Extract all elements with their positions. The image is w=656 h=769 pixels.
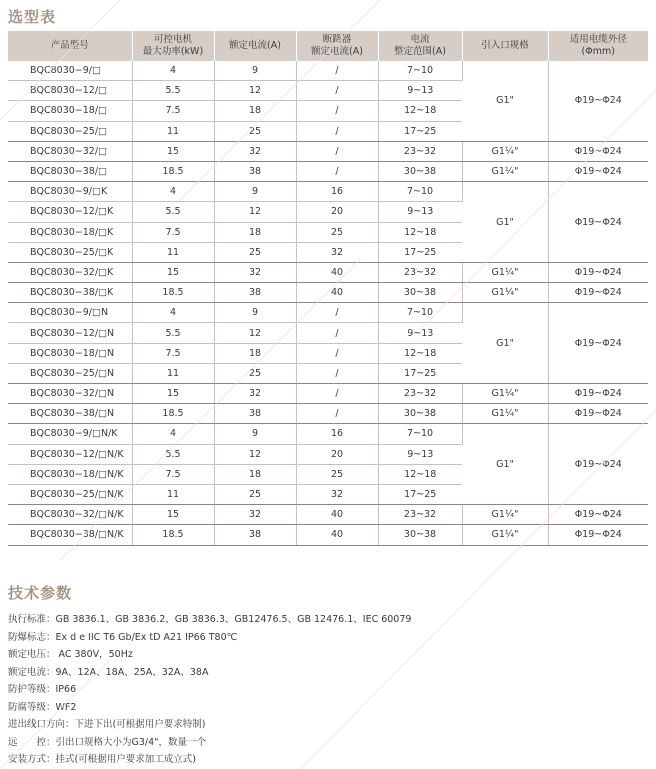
model-cell: BQC8030−12/□K [8,202,132,222]
value-cell: 18 [214,343,296,363]
value-cell: 7.5 [132,464,214,484]
value-cell: 9~13 [378,323,462,343]
value-cell: 32 [214,141,296,161]
selection-table [8,31,648,546]
value-cell: 12 [214,323,296,343]
value-cell: 18 [214,222,296,242]
model-cell: BQC8030−12/□N [8,323,132,343]
value-cell: 15 [132,384,214,404]
tech-params-list [8,611,411,769]
model-cell: BQC8030−9/□N [8,303,132,323]
value-cell: 23~32 [378,505,462,525]
param-line: 额定电流：9A、12A、18A、25A、32A、38A [8,666,209,678]
value-cell: 38 [214,283,296,303]
value-cell: 20 [296,202,378,222]
value-cell: 7.5 [132,343,214,363]
param-line: 防爆标志：Ex d e IIC T6 Gb/Ex tD A21 IP66 T80℃ [8,631,238,643]
value-cell: 7~10 [378,182,462,202]
model-cell: BQC8030−18/□N/K [8,464,132,484]
value-cell: 9~13 [378,202,462,222]
cable-diameter-cell: Φ19~Φ24 [548,384,648,404]
value-cell: 9 [214,182,296,202]
table-header-row [8,31,648,61]
model-cell: BQC8030−38/□K [8,283,132,303]
param-line: 执行标准：GB 3836.1、GB 3836.2、GB 3836.3、GB12476.5、GB 12476.1、IEC 60079 [8,614,412,625]
value-cell: / [296,323,378,343]
table-header-cell: 可控电机 最大功率(kW) [132,31,214,61]
model-cell: BQC8030−38/□ [8,161,132,181]
cable-diameter-cell: Φ19~Φ24 [548,505,648,525]
cable-diameter-cell: Φ19~Φ24 [548,141,648,161]
entry-spec-cell: G1¼" [462,525,548,545]
value-cell: 17~25 [378,121,462,141]
value-cell: / [296,343,378,363]
value-cell: 7.5 [132,222,214,242]
value-cell: 7.5 [132,101,214,121]
cable-diameter-cell: Φ19~Φ24 [548,61,648,141]
table-row [8,404,648,424]
table-header-cell: 电流 整定范围(A) [378,31,462,61]
value-cell: 32 [214,262,296,282]
value-cell: 4 [132,424,214,444]
table-header-cell: 适用电缆外径 (Φmm) [548,31,648,61]
model-cell: BQC8030−18/□K [8,222,132,242]
value-cell: 30~38 [378,283,462,303]
value-cell: 9 [214,61,296,81]
value-cell: 18.5 [132,283,214,303]
cable-diameter-cell: Φ19~Φ24 [548,262,648,282]
model-cell: BQC8030−32/□N [8,384,132,404]
entry-spec-cell: G1" [462,61,548,141]
value-cell: 30~38 [378,161,462,181]
model-cell: BQC8030−9/□K [8,182,132,202]
table-row [8,505,648,525]
value-cell: / [296,61,378,81]
value-cell: 18 [214,101,296,121]
value-cell: / [296,161,378,181]
table-header-cell: 引入口规格 [462,31,548,61]
value-cell: 25 [214,363,296,383]
value-cell: 7~10 [378,61,462,81]
value-cell: 4 [132,61,214,81]
value-cell: 38 [214,525,296,545]
value-cell: 15 [132,505,214,525]
value-cell: 7~10 [378,424,462,444]
value-cell: 15 [132,262,214,282]
model-cell: BQC8030−32/□ [8,141,132,161]
value-cell: 12~18 [378,464,462,484]
value-cell: / [296,404,378,424]
value-cell: 38 [214,161,296,181]
model-cell: BQC8030−18/□ [8,101,132,121]
cable-diameter-cell: Φ19~Φ24 [548,424,648,505]
value-cell: 17~25 [378,484,462,504]
cable-diameter-cell: Φ19~Φ24 [548,283,648,303]
value-cell: / [296,363,378,383]
value-cell: 23~32 [378,141,462,161]
value-cell: 5.5 [132,81,214,101]
value-cell: / [296,303,378,323]
value-cell: 20 [296,444,378,464]
table-row [8,525,648,545]
value-cell: 12 [214,202,296,222]
value-cell: 40 [296,262,378,282]
value-cell: 40 [296,525,378,545]
value-cell: / [296,384,378,404]
value-cell: 25 [296,222,378,242]
value-cell: 18.5 [132,525,214,545]
table-row [8,283,648,303]
entry-spec-cell: G1¼" [462,505,548,525]
value-cell: 5.5 [132,444,214,464]
model-cell: BQC8030−32/□K [8,262,132,282]
entry-spec-cell: G1¼" [462,384,548,404]
value-cell: 32 [214,505,296,525]
model-cell: BQC8030−9/□N/K [8,424,132,444]
param-line: 防护等级：IP66 [8,684,77,695]
table-header-cell: 额定电流(A) [214,31,296,61]
table-row [8,303,648,323]
model-cell: BQC8030−38/□N [8,404,132,424]
value-cell: 11 [132,363,214,383]
selection-table-title: 选型表 [8,8,57,26]
value-cell: / [296,121,378,141]
value-cell: 17~25 [378,242,462,262]
value-cell: / [296,141,378,161]
model-cell: BQC8030−25/□N [8,363,132,383]
value-cell: 4 [132,182,214,202]
value-cell: 5.5 [132,202,214,222]
value-cell: 32 [296,484,378,504]
value-cell: 38 [214,404,296,424]
value-cell: 12~18 [378,343,462,363]
model-cell: BQC8030−12/□N/K [8,444,132,464]
value-cell: 25 [214,121,296,141]
value-cell: 11 [132,242,214,262]
tech-params-title: 技术参数 [8,584,73,602]
param-line: 进出线口方向：下进下出(可根据用户要求特制) [8,719,206,730]
value-cell: 18.5 [132,161,214,181]
table-row [8,262,648,282]
entry-spec-cell: G1" [462,424,548,505]
param-line: 远 控：引出口规格大小为G3/4"，数量一个 [8,736,207,748]
value-cell: 12 [214,81,296,101]
value-cell: 15 [132,141,214,161]
value-cell: 30~38 [378,404,462,424]
value-cell: 9 [214,303,296,323]
entry-spec-cell: G1" [462,303,548,384]
param-line: 防腐等级：WF2 [8,701,77,713]
table-row [8,424,648,444]
value-cell: 12~18 [378,222,462,242]
table-row [8,384,648,404]
value-cell: 32 [214,384,296,404]
value-cell: 4 [132,303,214,323]
value-cell: 18 [214,464,296,484]
value-cell: 23~32 [378,384,462,404]
value-cell: 18.5 [132,404,214,424]
value-cell: / [296,81,378,101]
model-cell: BQC8030−12/□ [8,81,132,101]
entry-spec-cell: G1¼" [462,283,548,303]
value-cell: 40 [296,505,378,525]
value-cell: 16 [296,424,378,444]
value-cell: 9~13 [378,444,462,464]
value-cell: 11 [132,121,214,141]
model-cell: BQC8030−9/□ [8,61,132,81]
value-cell: 17~25 [378,363,462,383]
cable-diameter-cell: Φ19~Φ24 [548,525,648,545]
model-cell: BQC8030−25/□N/K [8,484,132,504]
value-cell: 16 [296,182,378,202]
value-cell: 25 [214,484,296,504]
model-cell: BQC8030−25/□ [8,121,132,141]
table-header-cell: 断路器 额定电流(A) [296,31,378,61]
model-cell: BQC8030−25/□K [8,242,132,262]
table-header-cell: 产品型号 [8,31,132,61]
table-body [8,61,648,545]
value-cell: 25 [296,464,378,484]
table-row [8,141,648,161]
value-cell: 30~38 [378,525,462,545]
value-cell: 7~10 [378,303,462,323]
cable-diameter-cell: Φ19~Φ24 [548,161,648,181]
value-cell: 5.5 [132,323,214,343]
model-cell: BQC8030−38/□N/K [8,525,132,545]
entry-spec-cell: G1¼" [462,161,548,181]
cable-diameter-cell: Φ19~Φ24 [548,182,648,263]
table-row [8,161,648,181]
table-row [8,182,648,202]
value-cell: 9~13 [378,81,462,101]
value-cell: 25 [214,242,296,262]
value-cell: 12~18 [378,101,462,121]
value-cell: 9 [214,424,296,444]
value-cell: 11 [132,484,214,504]
value-cell: 12 [214,444,296,464]
entry-spec-cell: G1¼" [462,262,548,282]
model-cell: BQC8030−32/□N/K [8,505,132,525]
table-row [8,61,648,81]
model-cell: BQC8030−18/□N [8,343,132,363]
param-line: 额定电压： AC 380V，50Hz [8,649,133,660]
value-cell: 40 [296,283,378,303]
cable-diameter-cell: Φ19~Φ24 [548,303,648,384]
value-cell: 32 [296,242,378,262]
entry-spec-cell: G1¼" [462,404,548,424]
value-cell: 23~32 [378,262,462,282]
cable-diameter-cell: Φ19~Φ24 [548,404,648,424]
entry-spec-cell: G1¼" [462,141,548,161]
entry-spec-cell: G1" [462,182,548,263]
value-cell: / [296,101,378,121]
param-line: 安装方式：挂式(可根据用户要求加工成立式) [8,754,196,765]
